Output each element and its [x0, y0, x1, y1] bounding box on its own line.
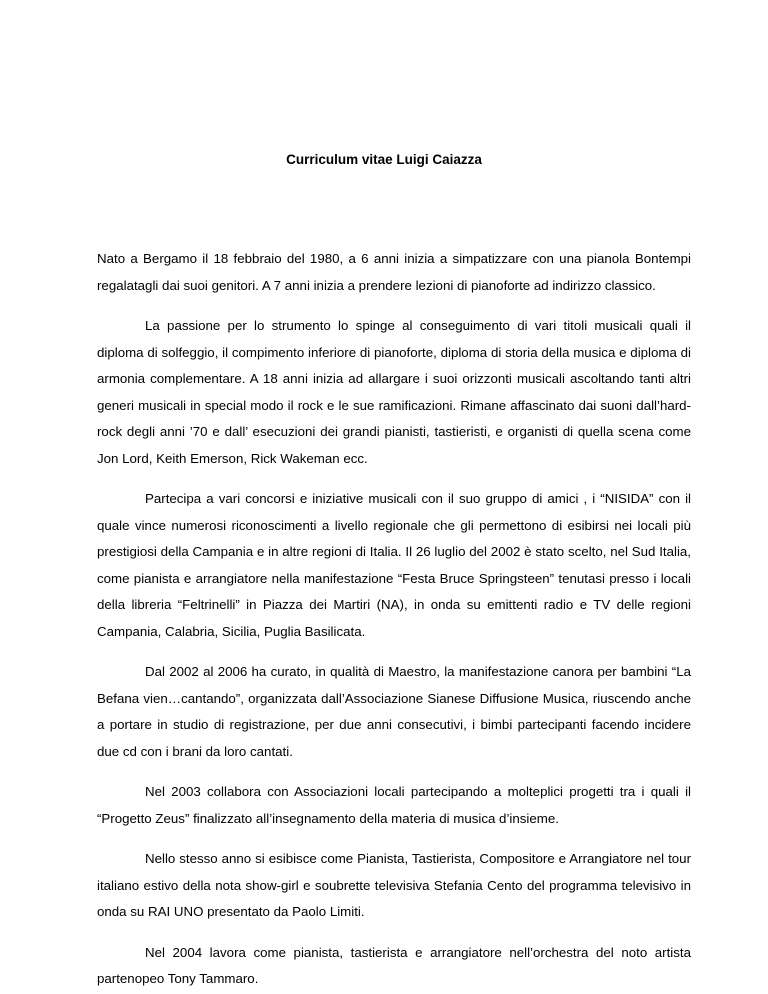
- paragraph-orchestra: Nel 2004 lavora come pianista, tastierista e arrangiatore nell’orchestra del noto artista partenopeo Tony Tammaro.: [97, 944, 691, 986]
- paragraph-nisida: Partecipa a vari concorsi e iniziative musicali con il suo gruppo di amici , i “NISIDA” con il quale vince numerosi riconoscimenti a livello regionale che gli permettono di esibirsi nei locali più prestigiosi della Campania e in altre regioni di Italia. Il 26 luglio del 2002 è stato scelto, nel Sud Italia, come pianista e arrangiatore nella manifestazione “Festa Bruce Springsteen” tenutasi presso i locali della libreria “Feltrinelli” in Piazza dei Martiri (NA), in onda su emittenti radio e TV delle regioni Campania, Calabria, Sicilia, Puglia Basilicata.: [97, 491, 691, 639]
- paragraph-zeus: Nel 2003 collabora con Associazioni locali partecipando a molteplici progetti tra i quali il “Progetto Zeus” finalizzato all’insegnamento della materia di musica d’insieme.: [97, 784, 691, 826]
- paragraph-tour: Nello stesso anno si esibisce come Pianista, Tastierista, Compositore e Arrangiatore nel tour italiano estivo della nota show-girl e soubrette televisiva Stefania Cento del programma televisivo in onda su RAI UNO presentato da Paolo Limiti.: [97, 851, 691, 919]
- paragraph-birth: Nato a Bergamo il 18 febbraio del 1980, a 6 anni inizia a simpatizzare con una pianola Bontempi regalatagli dai suoi genitori. A 7 anni inizia a prendere lezioni di pianoforte ad indirizzo classico.: [97, 251, 691, 293]
- paragraph-befana: Dal 2002 al 2006 ha curato, in qualità di Maestro, la manifestazione canora per bambini “La Befana vien…cantando”, organizzata dall’Associazione Sianese Diffusione Musica, riuscendo anche a portare in studio di registrazione, per due anni consecutivi, i bimbi partecipanti facendo incidere due cd con i brani da loro cantati.: [97, 664, 691, 759]
- paragraph-education: La passione per lo strumento lo spinge al conseguimento di vari titoli musicali quali il diploma di solfeggio, il compimento inferiore di pianoforte, diploma di storia della musica e diploma di armonia complementare. A 18 anni inizia ad allargare i suoi orizzonti musicali ascoltando tanti altri generi musicali in special modo il rock e le sue ramificazioni. Rimane affascinato dai suoni dall’hard-rock degli anni ’70 e dall’ esecuzioni dei grandi pianisti, tastieristi, e organisti di quella scena come Jon Lord, Keith Emerson, Rick Wakeman ecc.: [97, 318, 691, 466]
- document-body: [97, 246, 691, 993]
- document-title: Curriculum vitae Luigi Caiazza: [286, 152, 482, 167]
